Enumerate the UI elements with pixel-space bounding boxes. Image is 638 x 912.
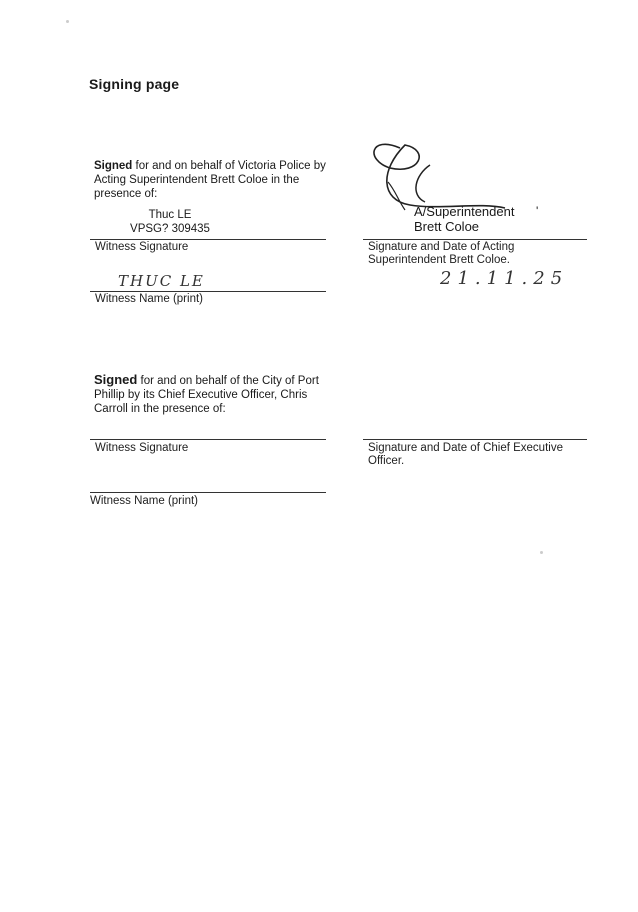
scan-speck	[540, 551, 543, 554]
ceo-signature-line	[363, 439, 587, 440]
ceo-signature-date-label: Signature and Date of Chief Executive Officer.	[368, 442, 563, 467]
witness-name-line	[90, 291, 326, 292]
port-phillip-statement	[94, 373, 334, 416]
scan-speck	[66, 20, 69, 23]
witness-id: VPSG? 309435	[130, 223, 210, 235]
witness-signature-line	[90, 239, 326, 240]
ceo-witness-signature-line	[90, 439, 326, 440]
victoria-police-statement	[94, 159, 334, 201]
witness-name-label: Witness Name (print)	[95, 293, 203, 305]
witness-signature-label: Witness Signature	[95, 241, 189, 253]
ceo-witness-name-line	[90, 492, 326, 493]
statement-text: for and on behalf of the City of Port Phillip by its Chief Executive Officer, Chris Carroll in the presence of:	[94, 375, 319, 415]
ceo-witness-signature-label: Witness Signature	[95, 442, 189, 454]
apostrophe-mark: '	[536, 204, 539, 218]
signatory-title: A/Superintendent	[414, 204, 515, 219]
witness-name-typed: Thuc LE	[148, 209, 192, 221]
ceo-witness-name-label: Witness Name (print)	[90, 495, 198, 507]
signatory-name: Brett Coloe	[414, 219, 480, 234]
signature-line	[363, 239, 587, 240]
witness-name-handwritten: THUC LE	[118, 272, 205, 290]
page-title: Signing page	[89, 76, 180, 92]
signed-word: Signed	[94, 160, 133, 172]
handwritten-date: 21.11.25	[440, 268, 569, 289]
signed-word: Signed	[94, 372, 138, 387]
signature-date-label: Signature and Date of Acting Superintendent Brett Coloe.	[368, 241, 515, 266]
statement-text: for and on behalf of Victoria Police by Acting Superintendent Brett Coloe in the presence of:	[94, 160, 326, 200]
